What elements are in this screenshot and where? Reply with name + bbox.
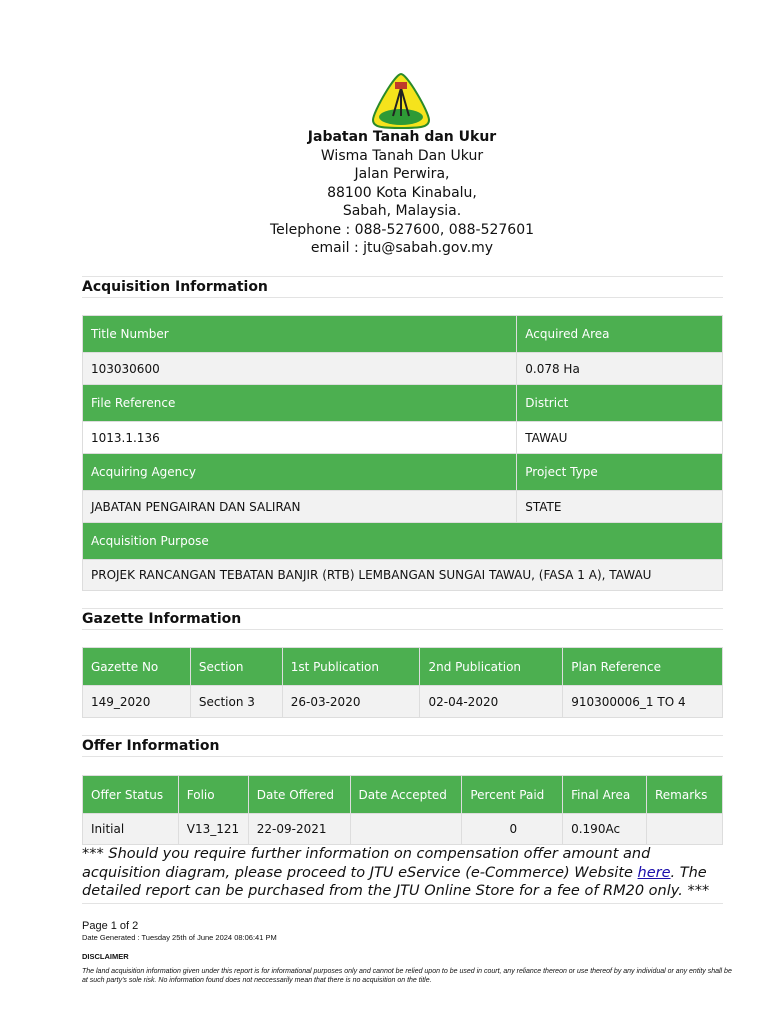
folio-value: V13_121	[178, 814, 248, 845]
acquiring-agency-header: Acquiring Agency	[83, 454, 517, 491]
gazette-no-value: 149_2020	[83, 686, 191, 718]
title-number-header: Title Number	[83, 316, 517, 353]
page-number: Page 1 of 2	[82, 920, 139, 932]
percent-paid-header: Percent Paid	[462, 776, 563, 814]
offer-table	[82, 775, 723, 845]
file-reference-value: 1013.1.136	[83, 422, 517, 454]
acquired-area-value: 0.078 Ha	[517, 353, 723, 385]
telephone: Telephone : 088-527600, 088-527601	[269, 221, 535, 238]
date-accepted-value	[350, 814, 462, 845]
acquisition-purpose-value: PROJEK RANCANGAN TEBATAN BANJIR (RTB) LEMBANGAN SUNGAI TAWAU, (FASA 1 A), TAWAU	[83, 560, 723, 591]
date-offered-header: Date Offered	[248, 776, 350, 814]
percent-paid-value: 0	[462, 814, 563, 845]
district-value: TAWAU	[517, 422, 723, 454]
first-publication-header: 1st Publication	[282, 648, 420, 686]
offer-status-value: Initial	[83, 814, 179, 845]
acquired-area-header: Acquired Area	[517, 316, 723, 353]
file-reference-header: File Reference	[83, 385, 517, 422]
final-area-header: Final Area	[563, 776, 647, 814]
project-type-value: STATE	[517, 491, 723, 523]
acquisition-table	[82, 315, 723, 591]
divider	[82, 903, 723, 904]
page-footer	[82, 920, 732, 985]
eservice-here-link[interactable]: here	[637, 864, 671, 881]
district-header: District	[517, 385, 723, 422]
remarks-header: Remarks	[646, 776, 722, 814]
second-publication-header: 2nd Publication	[420, 648, 563, 686]
acquisition-section-title: Acquisition Information	[82, 276, 723, 298]
plan-reference-value: 910300006_1 TO 4	[563, 686, 723, 718]
address-line-2: Jalan Perwira,	[354, 166, 450, 182]
letterhead	[0, 128, 768, 258]
further-info-note	[82, 845, 732, 901]
remarks-value	[646, 814, 722, 845]
disclaimer-text: The land acquisition information given under this report is for informational purposes only and cannot be relied upon to be used in court, any reliance thereon or use thereof by any individual or any entity shall be at such party's sole risk. No information found does not neccessarily mean that there is no acquisition on the title.	[82, 968, 732, 984]
project-type-header: Project Type	[517, 454, 723, 491]
title-number-value: 103030600	[83, 353, 517, 385]
first-publication-value: 26-03-2020	[282, 686, 420, 718]
folio-header: Folio	[178, 776, 248, 814]
gazette-table	[82, 647, 723, 718]
email: email : jtu@sabah.gov.my	[310, 240, 494, 256]
note-text-2: . The detailed report can be purchased from the JTU Online Store for a fee of RM20 only. ***	[82, 864, 710, 899]
final-area-value: 0.190Ac	[563, 814, 647, 845]
date-offered-value: 22-09-2021	[248, 814, 350, 845]
acquisition-purpose-header: Acquisition Purpose	[83, 523, 723, 560]
acquiring-agency-value: JABATAN PENGAIRAN DAN SALIRAN	[83, 491, 517, 523]
offer-status-header: Offer Status	[83, 776, 179, 814]
note-text-1: *** Should you require further information on compensation offer amount and acquisition diagram, please proceed to JTU eService (e-Commerce) Website	[82, 846, 651, 881]
date-accepted-header: Date Accepted	[350, 776, 462, 814]
gazette-no-header: Gazette No	[83, 648, 191, 686]
address-line-3: 88100 Kota Kinabalu,	[327, 184, 477, 201]
offer-section-title: Offer Information	[82, 735, 723, 757]
section-value: Section 3	[190, 686, 282, 718]
second-publication-value: 02-04-2020	[420, 686, 563, 718]
address-line-4: Sabah, Malaysia.	[342, 203, 462, 219]
address-line-1: Wisma Tanah Dan Ukur	[320, 147, 484, 164]
date-generated: Date Generated : Tuesday 25th of June 2024 08:06:41 PM	[82, 933, 277, 942]
disclaimer-title: DISCLAIMER	[82, 952, 129, 961]
organization-name: Jabatan Tanah dan Ukur	[307, 129, 497, 145]
plan-reference-header: Plan Reference	[563, 648, 723, 686]
section-header: Section	[190, 648, 282, 686]
jtu-logo-icon	[369, 72, 433, 130]
gazette-section-title: Gazette Information	[82, 608, 723, 630]
